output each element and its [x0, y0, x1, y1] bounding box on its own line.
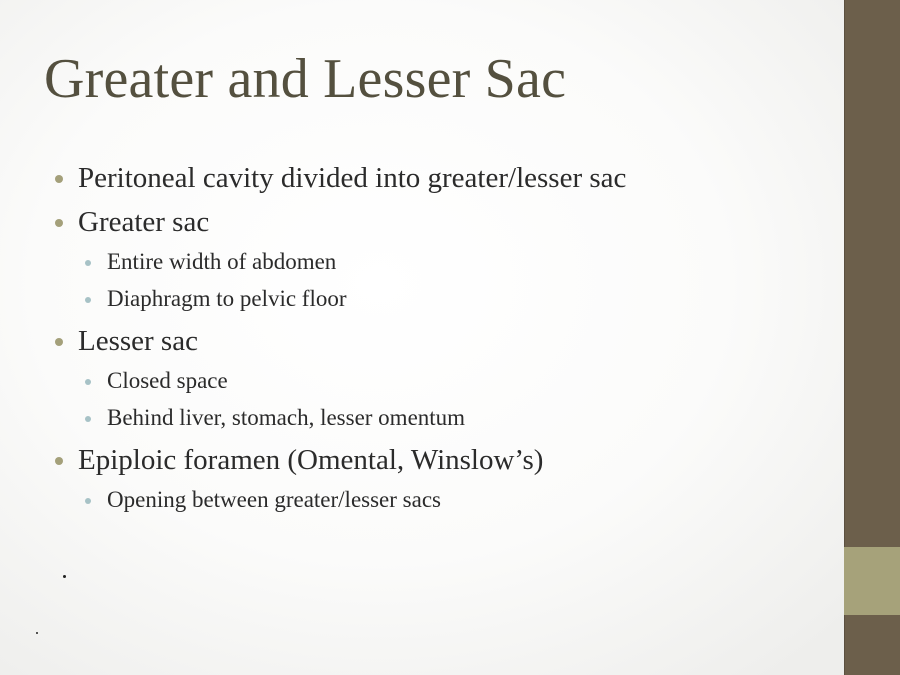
- sub-bullet-text: Diaphragm to pelvic floor: [107, 286, 347, 311]
- bullet-text: Peritoneal cavity divided into greater/lesser sac: [78, 162, 627, 194]
- bullet-item: [55, 204, 209, 240]
- sub-bullet-item: [85, 485, 441, 515]
- bullet-item: [55, 160, 626, 196]
- bullet-dot-icon: [55, 338, 63, 346]
- sub-bullet-dot-icon: [85, 416, 91, 422]
- bullet-dot-icon: [55, 219, 63, 227]
- stray-mark: [36, 632, 38, 634]
- stray-mark: [63, 575, 66, 578]
- sub-bullet-item: [85, 403, 465, 433]
- sub-bullet-item: [85, 247, 336, 277]
- bullet-text: Lesser sac: [78, 325, 198, 357]
- bullet-dot-icon: [55, 175, 63, 183]
- sub-bullet-text: Entire width of abdomen: [107, 249, 337, 274]
- slide-title: Greater and Lesser Sac: [44, 48, 567, 110]
- sub-bullet-dot-icon: [85, 498, 91, 504]
- sub-bullet-item: [85, 284, 347, 314]
- bullet-item: [55, 323, 198, 359]
- bullet-text: Greater sac: [78, 206, 210, 238]
- sub-bullet-text: Behind liver, stomach, lesser omentum: [107, 405, 466, 430]
- bullet-item: [55, 442, 543, 478]
- decorative-sidebar: [844, 0, 900, 675]
- sub-bullet-dot-icon: [85, 379, 91, 385]
- sub-bullet-dot-icon: [85, 260, 91, 266]
- sub-bullet-item: [85, 366, 228, 396]
- sidebar-accent-block: [844, 547, 900, 615]
- bullet-dot-icon: [55, 457, 63, 465]
- bullet-text: Epiploic foramen (Omental, Winslow’s): [78, 444, 544, 476]
- sub-bullet-text: Opening between greater/lesser sacs: [107, 487, 441, 512]
- sub-bullet-dot-icon: [85, 297, 91, 303]
- sub-bullet-text: Closed space: [107, 368, 228, 393]
